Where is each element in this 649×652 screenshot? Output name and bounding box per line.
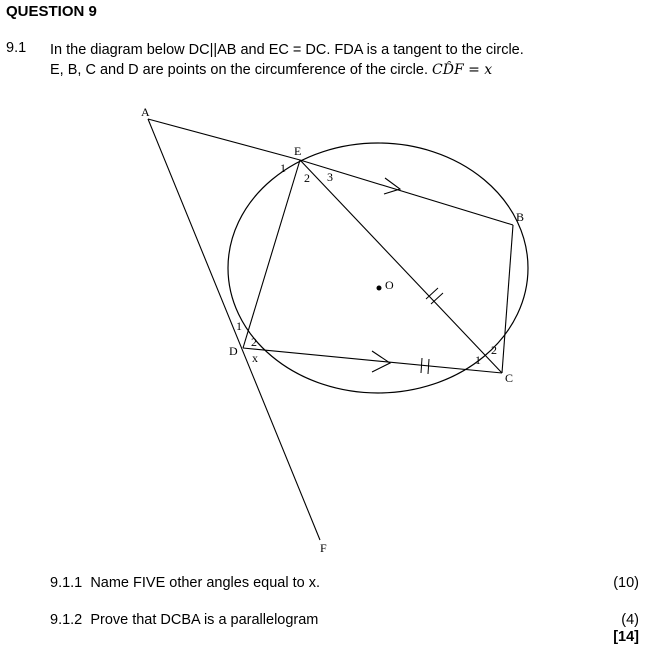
question-line-2-text: E, B, C and D are points on the circumference of the circle.: [50, 62, 428, 78]
label-point-e: E: [294, 144, 302, 158]
label-point-d: D: [229, 344, 238, 358]
equal-mark-ec-1: [426, 288, 438, 299]
angle-label-dx: x: [252, 351, 258, 365]
subquestion-1-text: Name FIVE other angles equal to x.: [90, 575, 321, 591]
subquestion-1-number: 9.1.1: [50, 575, 83, 591]
line-ed: [243, 160, 300, 348]
angle-definition: CD̂F = x: [432, 62, 493, 78]
subquestion-1-marks: (10): [613, 575, 639, 591]
label-point-c: C: [505, 371, 514, 385]
line-bc: [502, 225, 513, 373]
label-point-b: B: [516, 210, 525, 224]
label-point-a: A: [141, 105, 150, 119]
equal-mark-dc-1: [421, 358, 422, 373]
tangent-line-fda: [148, 119, 320, 540]
subquestion-1: [50, 575, 320, 591]
angle-label-e3: 3: [327, 170, 333, 184]
line-ae: [148, 119, 300, 160]
equal-mark-dc-2: [428, 359, 429, 374]
question-number: 9.1: [6, 40, 27, 56]
angle-label-c1: 1: [475, 353, 481, 367]
subquestion-2-marks: (4): [621, 612, 639, 628]
question-heading: QUESTION 9: [6, 3, 97, 20]
angle-label-c2: 2: [491, 343, 497, 357]
angle-label-e1: 1: [280, 161, 286, 175]
equal-mark-ec-2: [431, 293, 443, 304]
subquestion-2: [50, 612, 318, 628]
line-ec: [300, 160, 502, 373]
subquestion-2-number: 9.1.2: [50, 612, 83, 628]
angle-label-d1: 1: [236, 319, 242, 333]
label-point-f: F: [320, 541, 327, 555]
total-marks: [14]: [613, 629, 639, 645]
centre-point: [377, 286, 382, 291]
question-line-1: In the diagram below DC||AB and EC = DC. FDA is a tangent to the circle.: [50, 42, 524, 58]
angle-label-e2: 2: [304, 171, 310, 185]
angle-label-d2: 2: [251, 335, 257, 349]
subquestion-2-text: Prove that DCBA is a parallelogram: [90, 612, 319, 628]
label-point-o: O: [385, 278, 394, 292]
